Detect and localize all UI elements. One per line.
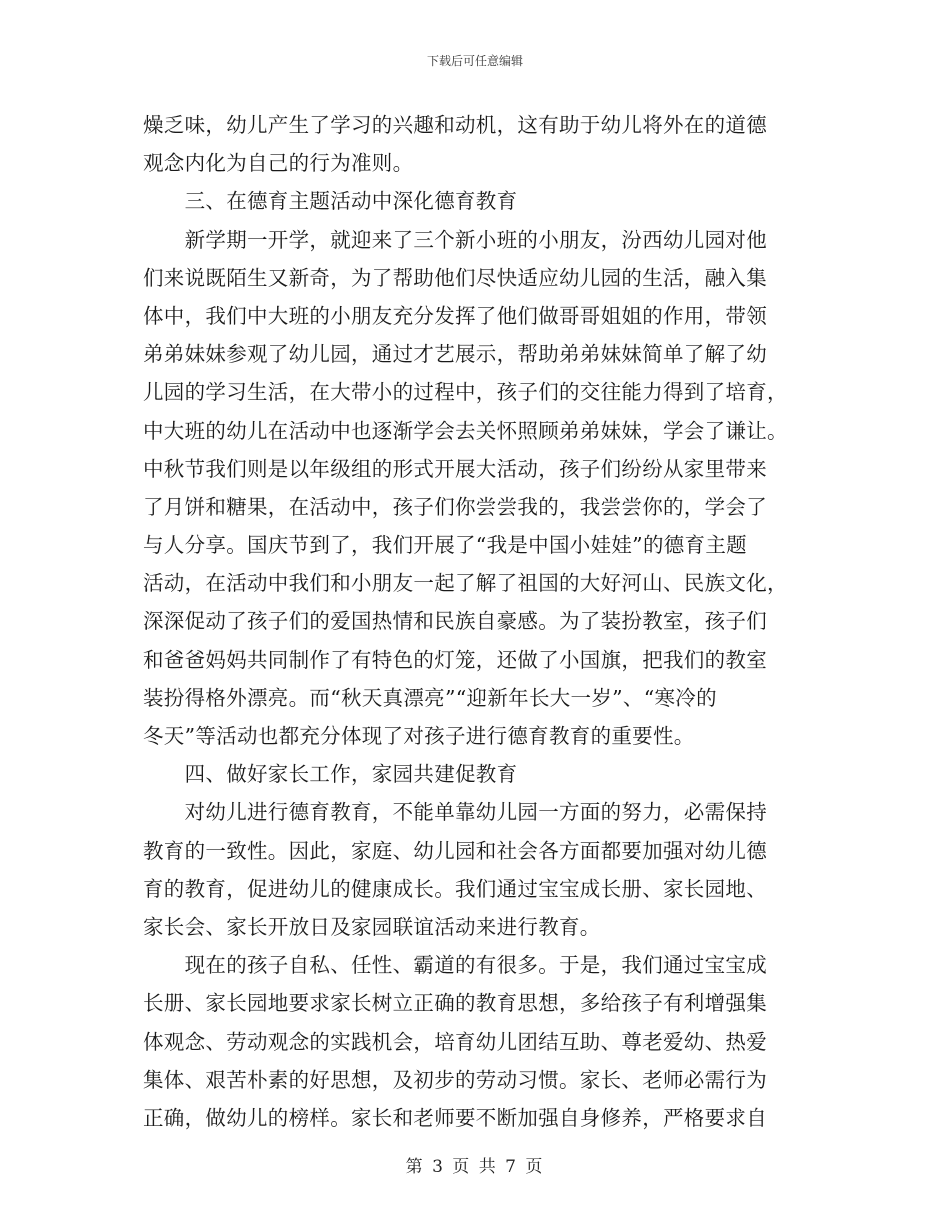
text-line: 育的教育，促进幼儿的健康成长。我们通过宝宝成长册、家长园地、 — [143, 876, 767, 901]
document-body — [143, 106, 813, 1137]
section-heading: 三、在德育主题活动中深化德育教育 — [143, 189, 518, 214]
text-line: 和爸爸妈妈共同制作了有特色的灯笼，还做了小国旗，把我们的教室 — [143, 647, 767, 672]
page-header: 下载后可任意编辑 — [426, 54, 523, 68]
text-line: 观念内化为自己的行为准则。 — [143, 151, 414, 176]
text-line: 体观念、劳动观念的实践机会，培育幼儿团结互助、尊老爱幼、热爱 — [143, 1029, 767, 1054]
page-footer: 第 3 页 共 7 页 — [405, 1157, 545, 1177]
text-line: 集体、艰苦朴素的好思想，及初步的劳动习惯。家长、老师必需行为 — [143, 1067, 767, 1092]
text-line: 装扮得格外漂亮。而“秋天真漂亮”“迎新年长大一岁”、“寒冷的 — [143, 685, 717, 710]
text-line: 冬天”等活动也都充分体现了对孩子进行德育教育的重要性。 — [143, 724, 695, 748]
text-line: 中大班的幼儿在活动中也逐渐学会去关怀照顾弟弟妹妹，学会了谦让。 — [143, 418, 788, 443]
text-line: 深深促动了孩子们的爱国热情和民族自豪感。为了装扮教室，孩子们 — [143, 609, 767, 634]
text-line: 正确，做幼儿的榜样。家长和老师要不断加强自身修养，严格要求自 — [143, 1105, 767, 1130]
text-line: 燥乏味，幼儿产生了学习的兴趣和动机，这有助于幼儿将外在的道德 — [143, 113, 767, 137]
text-line: 中秋节我们则是以年级组的形式开展大活动，孩子们纷纷从家里带来 — [143, 456, 767, 481]
text-line: 儿园的学习生活，在大带小的过程中，孩子们的交往能力得到了培育， — [143, 380, 788, 405]
text-line: 对幼儿进行德育教育，不能单靠幼儿园一方面的努力，必需保持 — [143, 800, 767, 825]
text-line: 与人分享。国庆节到了，我们开展了“我是中国小娃娃”的德育主题 — [143, 533, 747, 558]
text-line: 弟弟妹妹参观了幼儿园，通过才艺展示，帮助弟弟妹妹简单了解了幼 — [143, 342, 767, 367]
text-line: 现在的孩子自私、任性、霸道的有很多。于是，我们通过宝宝成 — [143, 953, 767, 978]
text-line: 长册、家长园地要求家长树立正确的教育思想，多给孩子有利增强集 — [143, 991, 767, 1016]
text-line: 新学期一开学，就迎来了三个新小班的小朋友，汾西幼儿园对他 — [143, 227, 767, 252]
text-line: 活动，在活动中我们和小朋友一起了解了祖国的大好河山、民族文化， — [143, 571, 788, 596]
text-line: 们来说既陌生又新奇，为了帮助他们尽快适应幼儿园的生活，融入集 — [143, 265, 767, 290]
text-line: 教育的一致性。因此，家庭、幼儿园和社会各方面都要加强对幼儿德 — [143, 838, 767, 863]
section-heading: 四、做好家长工作，家园共建促教育 — [143, 762, 518, 787]
text-line: 体中，我们中大班的小朋友充分发挥了他们做哥哥姐姐的作用，带领 — [143, 303, 767, 328]
text-line: 了月饼和糖果，在活动中，孩子们你尝尝我的，我尝尝你的，学会了 — [143, 494, 767, 519]
text-line: 家长会、家长开放日及家园联谊活动来进行教育。 — [143, 914, 601, 939]
